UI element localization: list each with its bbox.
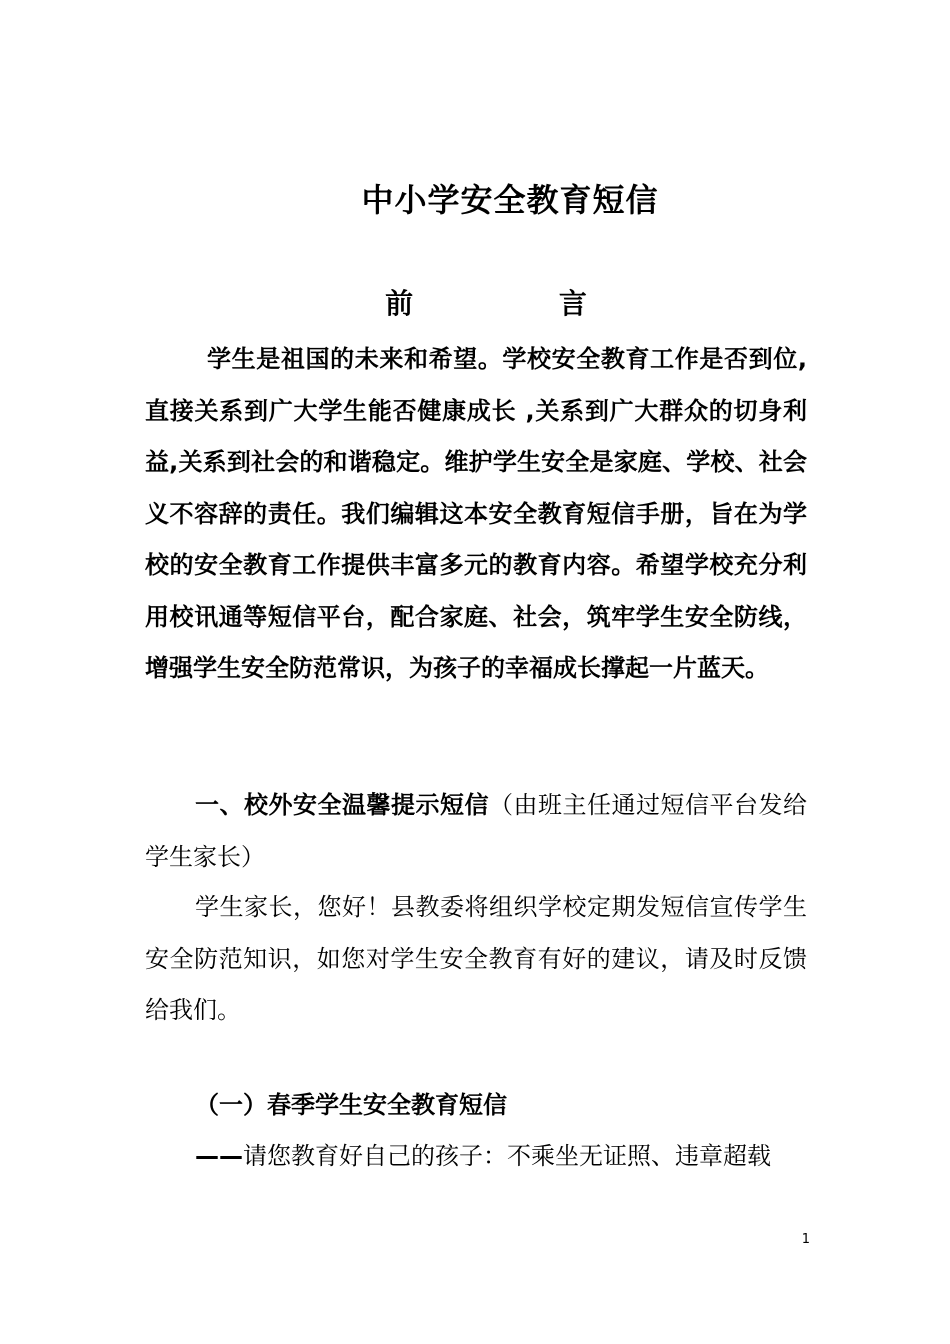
preface-paragraph: 学生是祖国的未来和希望。学校安全教育工作是否到位,直接关系到广大学生能否健康成长 ,关系到广大群众的切身利益,关系到社会的和谐稳定。维护学生安全是家庭、学校、社会义不容辞的责任。我们编辑这本安全教育短信手册，旨在为学校的安全教育工作提供丰富多元的教育内容。希望学校充分利用校讯通等短信平台，配合家庭、社会，筑牢学生安全防线，增强学生安全防范常识，为孩子的幸福成长撑起一片蓝天。 xyxy=(145,345,807,682)
document-title: 中小学安全教育短信 xyxy=(361,181,659,219)
tip-text: 请您教育好自己的孩子：不乘坐无证照、违章超载 xyxy=(243,1142,771,1170)
tip-dash: —— xyxy=(195,1142,243,1170)
preface-heading: 前 言 xyxy=(385,287,635,320)
tip-paragraph xyxy=(145,1131,807,1183)
section-one-paragraph xyxy=(145,780,807,883)
subsection-heading: （一）春季学生安全教育短信 xyxy=(195,1091,507,1119)
section-one-heading: 一、校外安全温馨提示短信 xyxy=(195,791,489,819)
greeting-paragraph: 学生家长，您好！县教委将组织学校定期发短信宣传学生安全防范知识，如您对学生安全教育有好的建议，请及时反馈给我们。 xyxy=(145,893,807,1024)
section-one-note: （由班主任通过短信平台发给学生家长） xyxy=(145,791,807,871)
page-number: 1 xyxy=(801,1232,810,1247)
